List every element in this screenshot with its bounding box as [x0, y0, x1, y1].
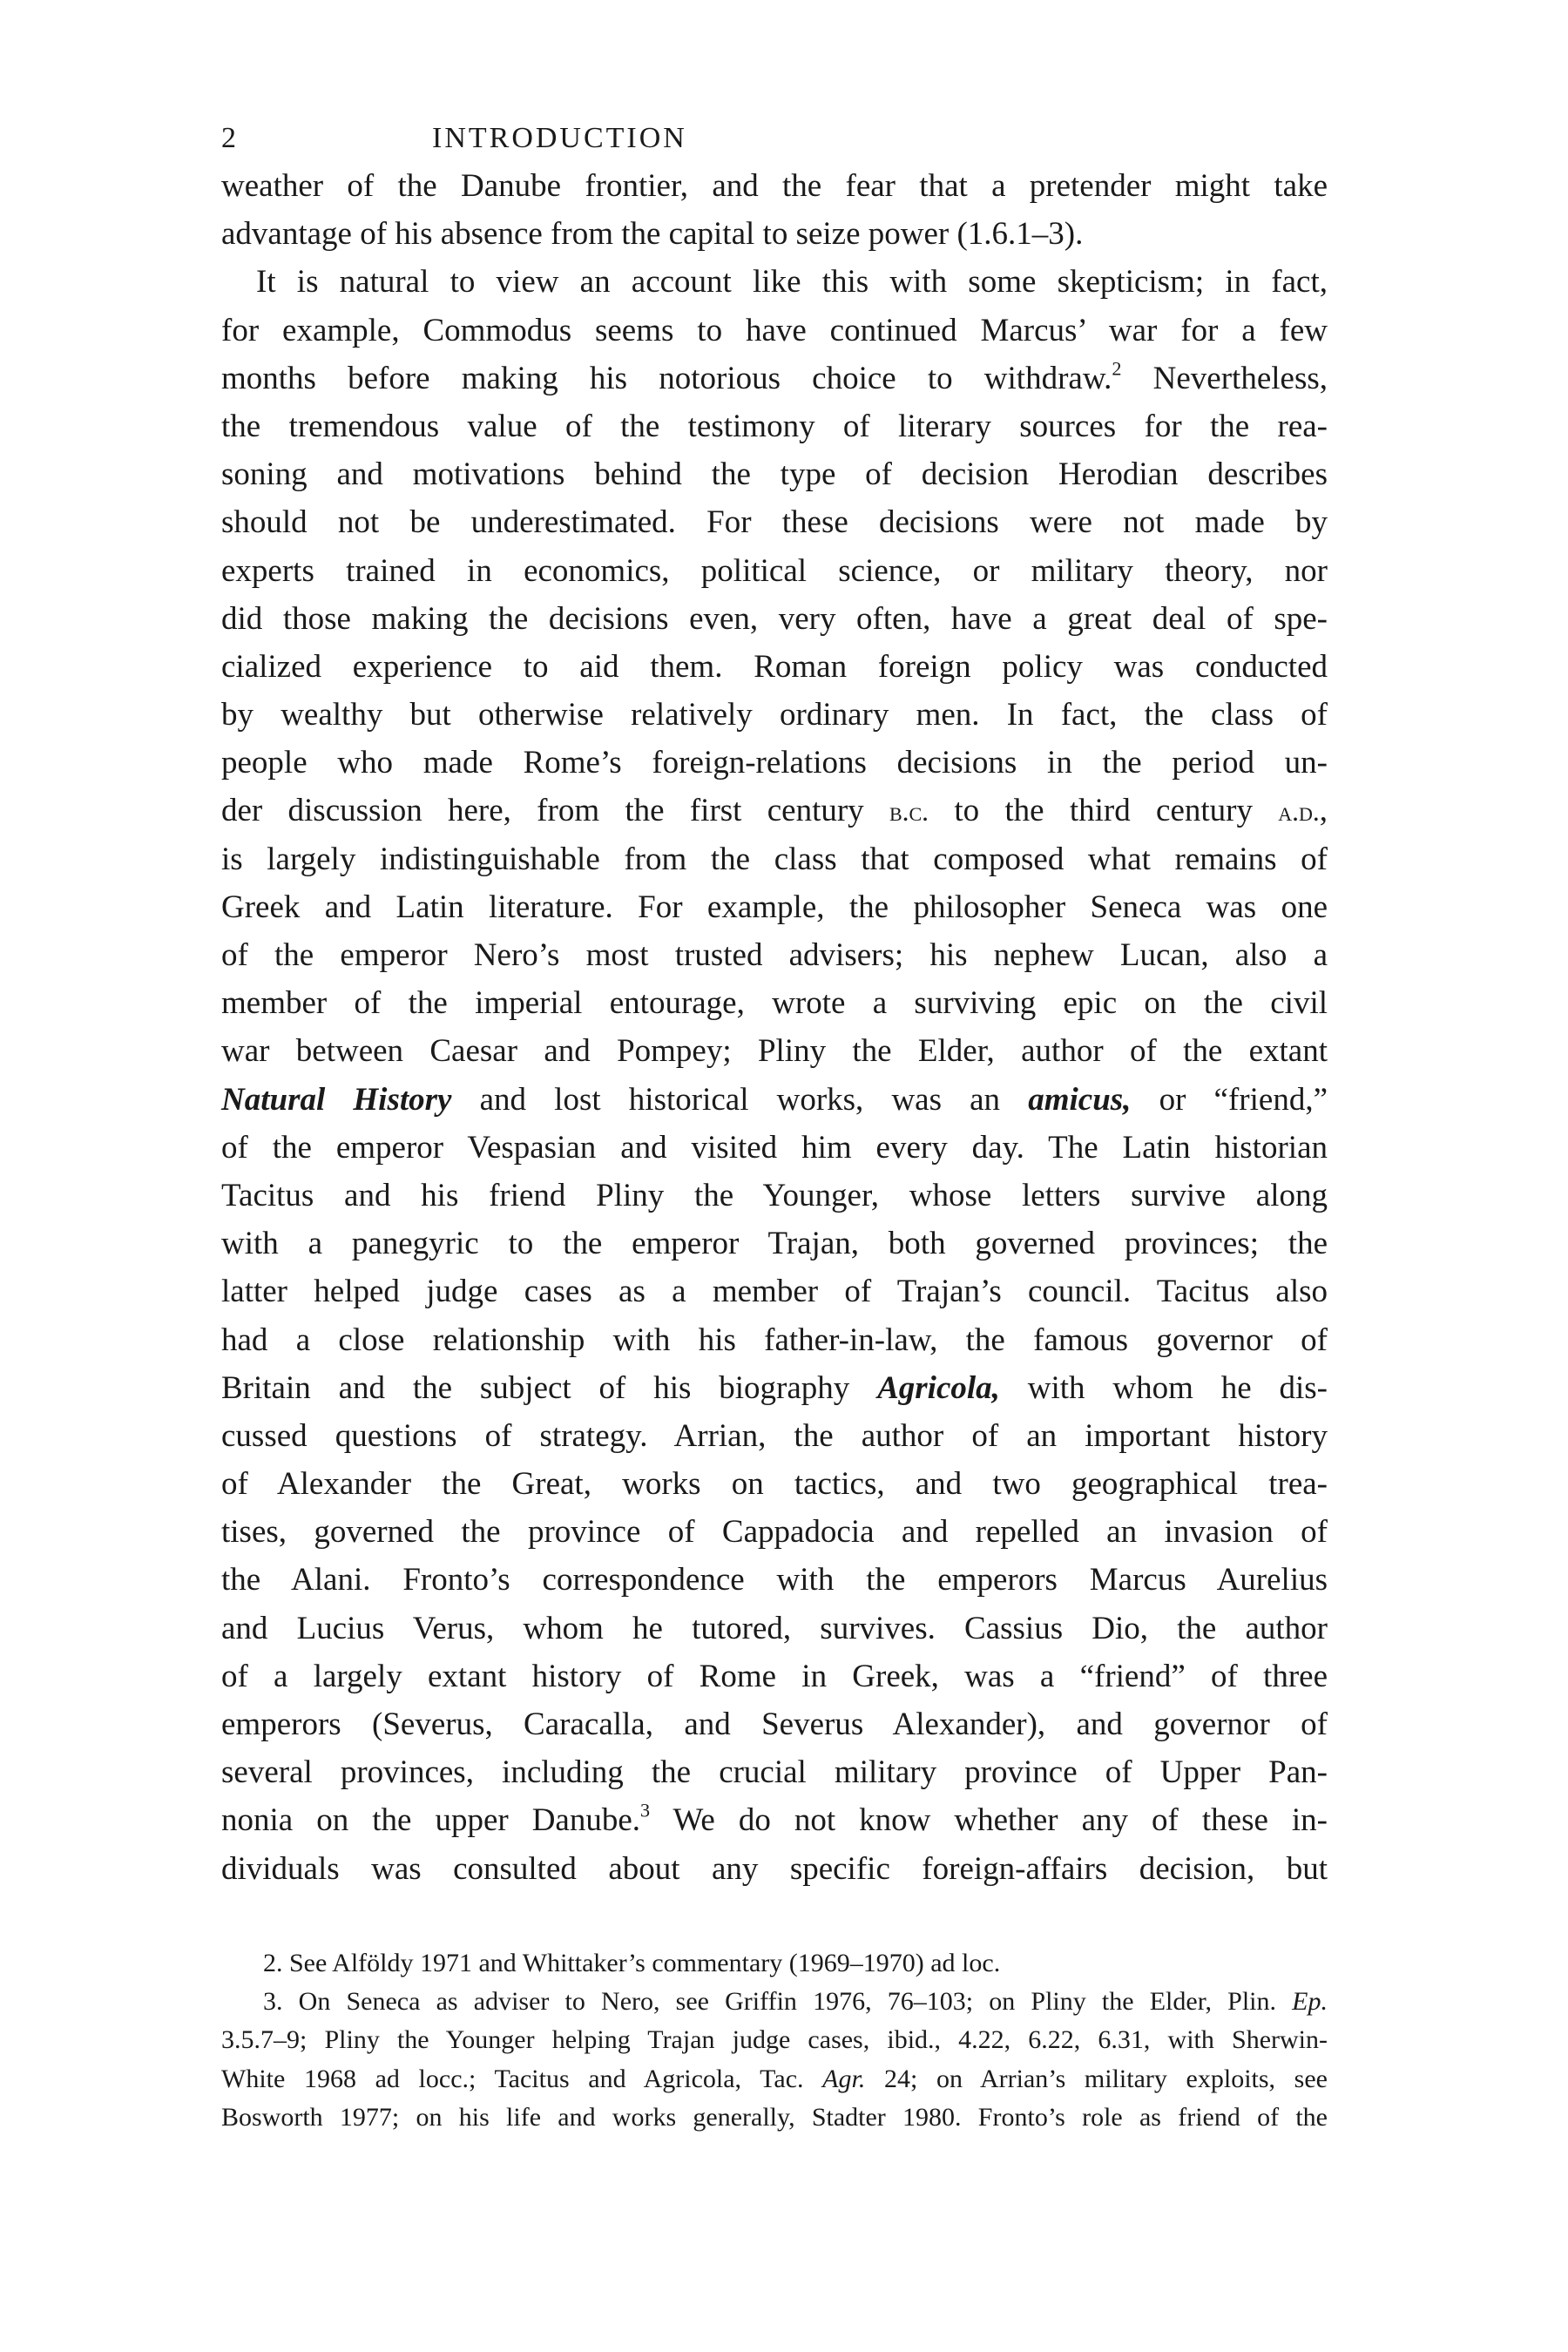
running-header — [221, 122, 1328, 166]
running-head: INTRODUCTION — [432, 122, 687, 154]
body-line — [221, 739, 1328, 787]
text-segment: several provinces, including the crucial military province of Upper Pan- — [221, 1754, 1328, 1791]
body-text — [221, 162, 1328, 1893]
body-line — [221, 1076, 1328, 1124]
footnote-line — [221, 1983, 1328, 2021]
text-segment: advantage of his absence from the capital to seize power (1.6.1–3). — [221, 216, 1084, 253]
body-line — [221, 595, 1328, 643]
body-line — [221, 1796, 1328, 1844]
body-line — [221, 450, 1328, 498]
body-line — [221, 210, 1328, 258]
text-segment: to the third century — [929, 793, 1279, 829]
text-segment: 3.5.7–9; Pliny the Younger helping Trajan judge cases, ibid., 4.22, 6.22, 6.31, with Sherwin- — [221, 2025, 1328, 2055]
text-segment: for example, Commodus seems to have continued Marcus’ war for a few — [221, 312, 1328, 348]
text-segment: weather of the Danube frontier, and the fear that a pretender might take — [221, 168, 1328, 204]
text-segment: had a close relationship with his father-in-law, the famous governor of — [221, 1321, 1328, 1358]
text-segment: war between Caesar and Pompey; Pliny the Elder, author of the extant — [221, 1033, 1328, 1070]
text-segment: tises, governed the province of Cappadocia and repelled an invasion of — [221, 1514, 1328, 1551]
text-segment: of the emperor Nero’s most trusted advisers; his nephew Lucan, also a — [221, 937, 1328, 973]
text-segment: of Alexander the Great, works on tactics, and two geographical trea- — [221, 1466, 1328, 1503]
body-line — [221, 162, 1328, 210]
text-segment: with a panegyric to the emperor Trajan, both governed provinces; the — [221, 1226, 1328, 1262]
text-segment: Agricola, — [877, 1369, 1000, 1406]
footnote-line — [221, 2099, 1328, 2137]
body-line — [221, 402, 1328, 450]
text-segment: by wealthy but otherwise relatively ordinary men. In fact, the class of — [221, 697, 1328, 733]
text-segment: cussed questions of strategy. Arrian, the author of an important history — [221, 1417, 1328, 1454]
text-segment: Bosworth 1977; on his life and works generally, Stadter 1980. Fronto’s role as friend of the — [221, 2102, 1328, 2132]
body-line — [221, 883, 1328, 931]
body-line — [221, 1412, 1328, 1460]
body-line — [221, 1316, 1328, 1364]
body-line — [221, 498, 1328, 546]
text-segment: Nevertheless, — [1121, 360, 1328, 396]
text-segment: is largely indistinguishable from the class that composed what remains of — [221, 841, 1328, 877]
body-line — [221, 1172, 1328, 1220]
body-line — [221, 1508, 1328, 1556]
text-segment: soning and motivations behind the type of decision Herodian describes — [221, 456, 1328, 493]
body-line — [221, 1364, 1328, 1412]
text-segment: the Alani. Fronto’s correspondence with the emperors Marcus Aurelius — [221, 1562, 1328, 1598]
text-segment: latter helped judge cases as a member of Trajan’s council. Tacitus also — [221, 1274, 1328, 1310]
footnote-line — [221, 1944, 1328, 1983]
body-line — [221, 1700, 1328, 1748]
page-number: 2 — [221, 122, 236, 154]
text-segment: Tacitus and his friend Pliny the Younger, whose letters survive along — [221, 1177, 1328, 1213]
text-segment: It is natural to view an account like this with some skepticism; in fact, — [256, 264, 1328, 301]
text-segment: or “friend,” — [1131, 1081, 1328, 1118]
text-segment: We do not know whether any of these in- — [650, 1802, 1328, 1839]
text-segment: member of the imperial entourage, wrote a surviving epic on the civil — [221, 985, 1328, 1022]
footnote-line — [221, 2060, 1328, 2099]
body-line — [221, 307, 1328, 355]
text-segment: experts trained in economics, political science, or military theory, nor — [221, 552, 1328, 589]
text-segment: Ep. — [1292, 1987, 1328, 2017]
text-segment: , — [1319, 793, 1328, 829]
body-line — [221, 979, 1328, 1027]
text-segment: Natural History — [221, 1081, 452, 1118]
text-segment: der discussion here, from the first century — [221, 793, 889, 829]
body-line — [221, 787, 1328, 835]
body-line — [221, 1605, 1328, 1652]
text-segment: of a largely extant history of Rome in Greek, was a “friend” of three — [221, 1658, 1328, 1694]
body-line — [221, 931, 1328, 979]
text-segment: amicus, — [1028, 1081, 1132, 1118]
text-segment: nonia on the upper Danube. — [221, 1802, 641, 1839]
text-segment: people who made Rome’s foreign-relations decisions in the period un- — [221, 745, 1328, 781]
body-line — [221, 1124, 1328, 1172]
text-segment: months before making his notorious choice to withdraw. — [221, 360, 1112, 396]
text-segment: of the emperor Vespasian and visited him every day. The Latin historian — [221, 1129, 1328, 1166]
text-segment: Greek and Latin literature. For example, the philosopher Seneca was one — [221, 889, 1328, 925]
text-segment: and lost historical works, was an — [451, 1081, 1029, 1118]
body-line — [221, 1845, 1328, 1893]
footnote-marker: 2 — [1112, 357, 1122, 380]
text-segment: and Lucius Verus, whom he tutored, survives. Cassius Dio, the author — [221, 1610, 1328, 1646]
footnotes — [221, 1944, 1328, 2137]
body-line — [221, 547, 1328, 595]
body-line — [221, 1220, 1328, 1267]
text-segment: 3. On Seneca as adviser to Nero, see Griffin 1976, 76–103; on Pliny the Elder, Plin. — [263, 1987, 1293, 2017]
body-line — [221, 1748, 1328, 1796]
body-line — [221, 1652, 1328, 1700]
text-segment: should not be underestimated. For these decisions were not made by — [221, 504, 1328, 541]
body-line — [221, 643, 1328, 691]
body-line — [221, 258, 1328, 306]
text-segment: dividuals was consulted about any specific foreign-affairs decision, but — [221, 1850, 1328, 1887]
text-segment: 2. See Alföldy 1971 and Whittaker’s commentary (1969–1970) ad loc. — [263, 1949, 1001, 1977]
body-line — [221, 1027, 1328, 1075]
text-segment: Britain and the subject of his biography — [221, 1369, 878, 1406]
text-segment: Agr. — [822, 2064, 866, 2093]
text-segment: did those making the decisions even, very often, have a great deal of spe- — [221, 600, 1328, 637]
footnote-marker: 3 — [640, 1799, 651, 1821]
text-segment: the tremendous value of the testimony of literary sources for the rea- — [221, 408, 1328, 444]
body-line — [221, 1556, 1328, 1604]
text-segment: 24; on Arrian’s military exploits, see — [865, 2064, 1328, 2093]
text-segment: with whom he dis- — [999, 1369, 1328, 1406]
body-line — [221, 1460, 1328, 1508]
text-segment: b.c. — [889, 796, 929, 828]
body-line — [221, 1267, 1328, 1315]
body-line — [221, 355, 1328, 402]
footnote-line — [221, 2021, 1328, 2059]
text-segment: a.d. — [1278, 796, 1320, 828]
text-segment: White 1968 ad locc.; Tacitus and Agricola, Tac. — [221, 2064, 823, 2093]
text-segment: emperors (Severus, Caracalla, and Severus Alexander), and governor of — [221, 1707, 1328, 1742]
text-segment: cialized experience to aid them. Roman foreign policy was conducted — [221, 648, 1328, 685]
body-line — [221, 691, 1328, 739]
body-line — [221, 835, 1328, 883]
